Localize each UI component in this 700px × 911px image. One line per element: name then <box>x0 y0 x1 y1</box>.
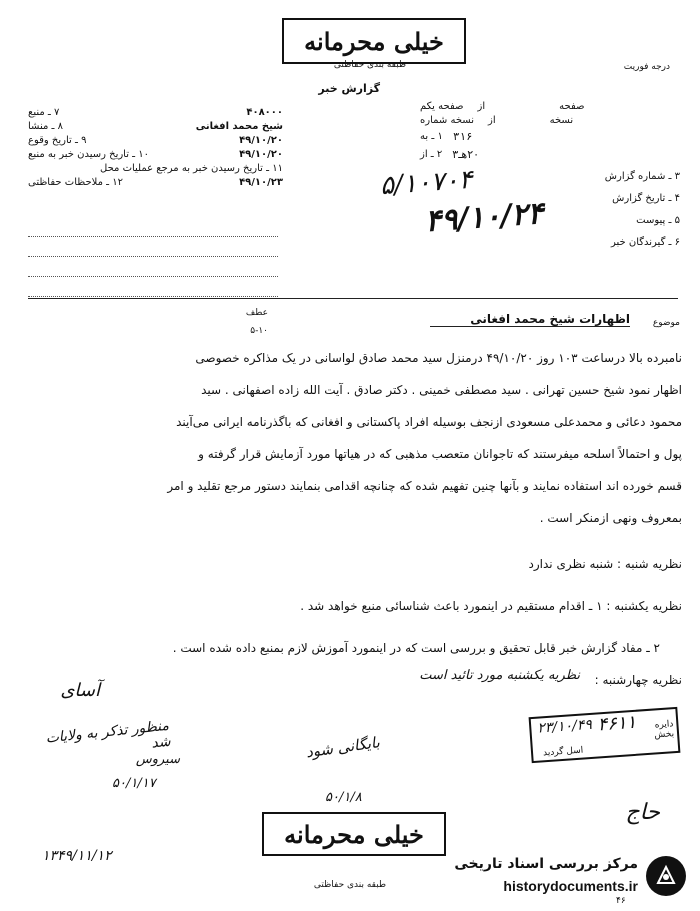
handwritten-note-2: سیروس <box>135 752 180 767</box>
blank-line <box>28 276 278 277</box>
field-label: ۷ ـ منبع <box>28 107 60 118</box>
field-value: ۴۹/۱۰/۲۰ <box>239 149 283 160</box>
handwritten-bottom-right: حاج <box>625 800 660 825</box>
field-label: ۴ ـ تاریخ گزارش <box>612 193 680 204</box>
field-value: شیخ محمد افغانی <box>195 121 283 132</box>
field-label: ۱۱ ـ تاریخ رسیدن خبر به مرجع عملیات محل <box>100 163 283 174</box>
priority-label: درجه فوریت <box>623 62 670 72</box>
receipt-number: ۴۶۱۱ <box>596 711 637 736</box>
field-label: ۳ ـ شماره گزارش <box>604 171 680 182</box>
field-recipients-row <box>420 236 680 250</box>
atf-value: ۵-۱۰ <box>250 326 268 336</box>
field-label: ۱۰ ـ تاریخ رسیدن خبر به منبع <box>28 149 150 160</box>
field-occurrence-date-row <box>28 134 283 148</box>
field-end: نسخه <box>549 115 574 126</box>
classification-sub-bottom: طبقه بندی حفاظتی <box>313 880 387 890</box>
blank-line <box>28 236 278 237</box>
body-line: بمعروف ونهی ازمنکر است . <box>539 511 682 525</box>
field-to-row <box>420 130 680 144</box>
archive-logo-icon <box>646 856 686 896</box>
subject-label: موضوع <box>652 318 680 328</box>
field-value: ۳۱۶ <box>452 130 473 143</box>
body-line: قسم خورده اند استفاده نمایند و بآنها چنین تفهیم شده که چنانچه اقدامی بنمایند دستور مرجع تقلید و امر <box>167 479 682 493</box>
body-line: اظهار نمود شیخ حسین تهرانی . سید مصطفی خمینی . دکتر صادق . آیت الله زاده اصفهانی . سید <box>201 383 682 397</box>
handwritten-center-date: ۵۰/۱/۸ <box>325 790 362 805</box>
atf-label: عطف <box>245 308 268 318</box>
handwritten-center-sign: بایگانی شود <box>304 733 381 762</box>
body-line: نامبرده بالا درساعت ۱۰۳ روز ۴۹/۱۰/۲۰ درمنزل سید محمد صادق لواسانی در یک مذاکره خصوصی <box>195 351 682 365</box>
opinion-sunday-2: ۲ ـ مفاد گزارش خبر قابل تحقیق و بررسی است که در اینمورد آموزش لازم بمنبع داده شده است . <box>172 641 660 655</box>
field-mid: از <box>477 101 486 112</box>
handwritten-a: آسای <box>60 680 100 701</box>
watermark-url: historydocuments.ir <box>503 878 638 894</box>
field-source-row <box>28 106 283 120</box>
classification-label: خیلی محرمانه <box>304 26 444 56</box>
field-label: صفحه یکم <box>420 101 464 112</box>
classification-stamp-bottom <box>262 812 446 856</box>
receipt-stamp <box>529 707 681 763</box>
handwritten-report-number: ۵/۱۰۷۰۴ <box>379 164 474 202</box>
classification-sub-top: طبقه بندی حفاظتی <box>333 60 407 70</box>
field-value: ۴۰۸۰۰۰ <box>246 107 283 118</box>
receipt-side: دایره بخش <box>654 719 675 741</box>
field-value: ۴۹/۱۰/۲۳ <box>239 177 283 188</box>
field-from-row <box>420 148 680 162</box>
receipt-date: ۲۳/۱۰/۴۹ <box>536 716 593 737</box>
field-end: صفحه <box>559 101 585 112</box>
opinion-wednesday-handwritten: نظریه یکشنبه مورد تائید است <box>419 668 580 683</box>
field-mid: از <box>487 115 496 126</box>
field-source-date-row <box>28 148 283 162</box>
body-line: پول و احتمالاً اسلحه میفرستند که تاجوانان متعصب مذهبی که در هیاتها مورد آزمایش قرار گرفته و <box>198 447 682 461</box>
blank-line <box>28 256 278 257</box>
classification-stamp-top <box>282 18 466 64</box>
handwritten-note-1: منظور تذکر به ولایات شد <box>44 717 172 752</box>
field-label: ۱۲ ـ ملاحظات حفاظتی <box>28 177 123 188</box>
field-label: ۸ ـ منشا <box>28 121 64 132</box>
watermark-title: مرکز بررسی اسناد تاریخی <box>454 856 638 872</box>
field-label: نسخه شماره <box>420 115 474 126</box>
header-divider <box>28 298 678 299</box>
field-label: ۶ ـ گیرندگان خبر <box>610 237 680 248</box>
blank-line <box>28 296 278 297</box>
field-copy-row <box>420 114 680 128</box>
field-security-row <box>28 176 283 190</box>
field-origin-row <box>28 120 283 134</box>
field-label: ۹ ـ تاریخ وقوع <box>28 135 87 146</box>
field-value: ۴۹/۱۰/۲۰ <box>239 135 283 146</box>
classification-label: خیلی محرمانه <box>284 819 424 849</box>
field-page-row <box>420 100 680 114</box>
opinion-sunday: نظریه یکشنبه : ۱ ـ اقدام مستقیم در اینمورد باعث شناسائی منبع خواهد شد . <box>300 599 682 613</box>
body-line: محمود دعائی و محمدعلی مسعودی ازنجف بوسیله افراد پاکستانی و افغانی که باگذرنامه ایرانی می‌آیند <box>176 415 682 429</box>
archive-watermark <box>440 850 690 906</box>
opinion-saturday: نظریه شنبه : شنبه نظری ندارد <box>528 557 682 571</box>
subject-value: اظهارات شیخ محمد افغانی <box>430 312 630 327</box>
field-label: ۵ ـ پیوست <box>636 215 680 226</box>
field-label: ۱ ـ به <box>420 131 443 142</box>
field-label: ۲ ـ از <box>420 149 443 160</box>
handwritten-bottom-date: ۱۳۴۹/۱۱/۱۲ <box>42 848 112 864</box>
field-value: ۲۰هـ۳ <box>452 148 480 161</box>
field-ops-date-row <box>28 162 283 176</box>
opinion-wednesday-label: نظریه چهارشنبه : <box>594 673 682 687</box>
page-marker: ۴۶ <box>616 896 626 906</box>
report-type-title: گزارش خبر <box>318 82 380 95</box>
receipt-note: اسل گردید <box>542 745 584 759</box>
handwritten-note-3: ۵۰/۱/۱۷ <box>112 776 156 791</box>
handwritten-report-date: ۴۹/۱۰/۲۴ <box>423 195 545 240</box>
left-fields <box>28 106 283 190</box>
